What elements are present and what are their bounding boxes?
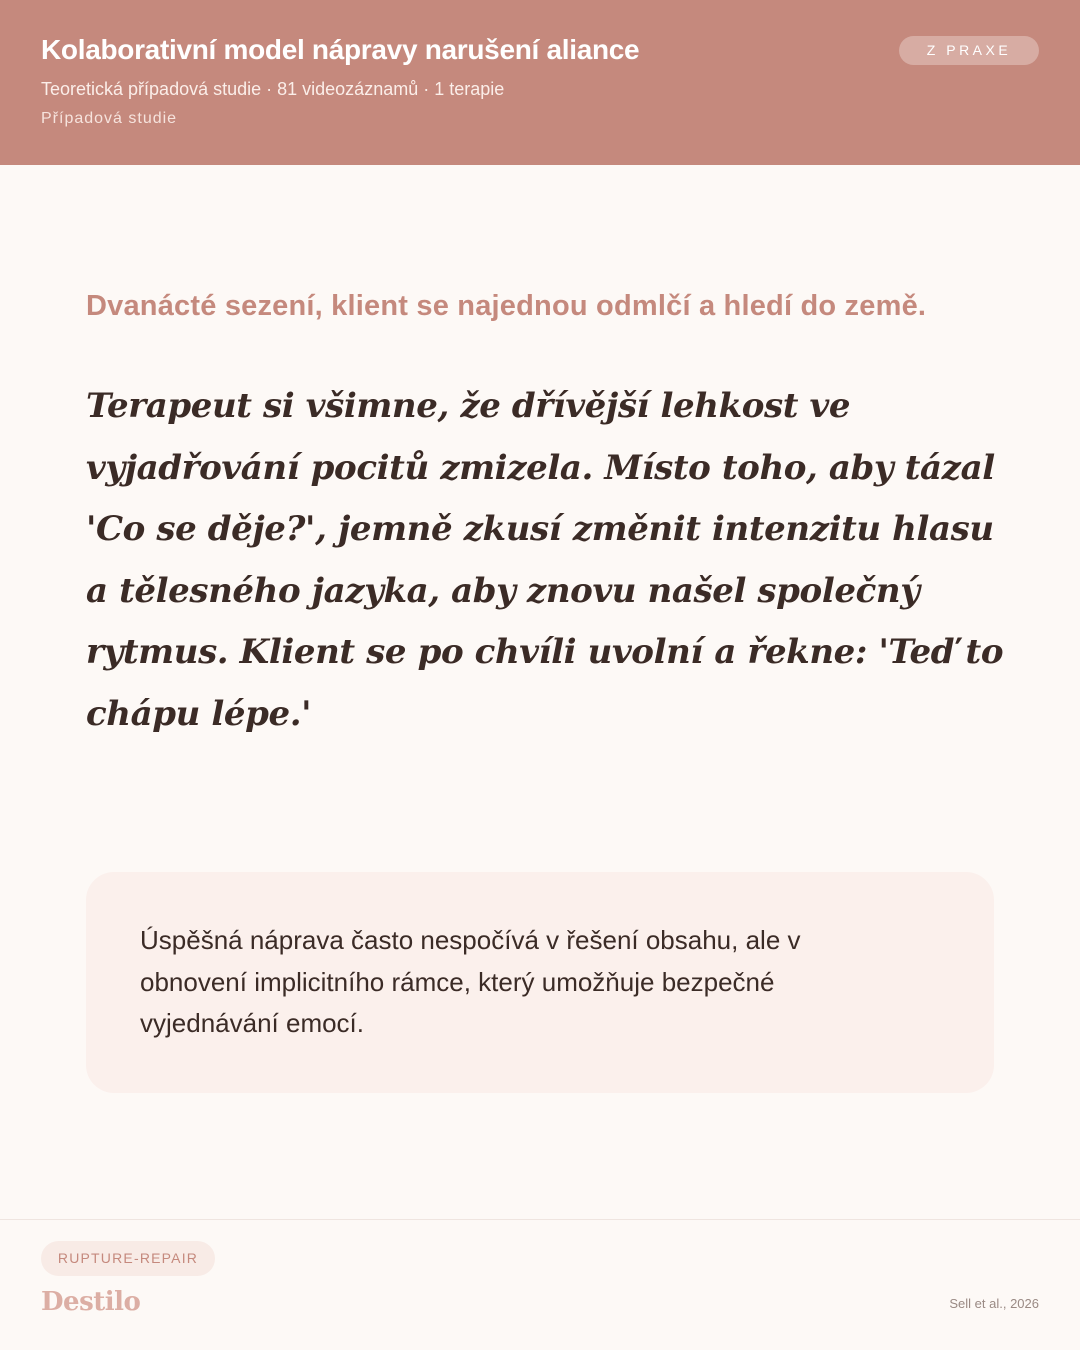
page-title: Kolaborativní model nápravy narušení aliance (41, 34, 640, 65)
category-label: Případová studie (41, 110, 178, 127)
footer-divider (0, 1219, 1080, 1220)
page-subtitle: Teoretická případová studie · 81 videozáznamů · 1 terapie (41, 79, 505, 99)
citation-text: Sell et al., 2026 (949, 1296, 1039, 1311)
section-badge: Z PRAXE (899, 36, 1039, 65)
case-quote: Terapeut si všimne, že dřívější lehkost ve vyjadřování pocitů zmizela. Místo toho, aby tázal 'Co se děje?', jemně zkusí změnit intenzitu hlasu a tělesného jazyka, aby znovu našel společný rytmus. Klient se po chvíli uvolní a řekne: 'Teď to chápu lépe.' (86, 386, 1004, 734)
brand-logo: Destilo (41, 1287, 141, 1317)
insight-text: Úspěšná náprava často nespočívá v řešení obsahu, ale v obnovení implicitního rámce, který umožňuje bezpečné vyjednávání emocí. (140, 925, 801, 1038)
header-banner (0, 0, 1080, 165)
insight-callout (86, 872, 994, 1093)
scene-heading: Dvanácté sezení, klient se najednou odmlčí a hledí do země. (86, 290, 927, 322)
topic-tag[interactable]: RUPTURE-REPAIR (41, 1241, 215, 1276)
